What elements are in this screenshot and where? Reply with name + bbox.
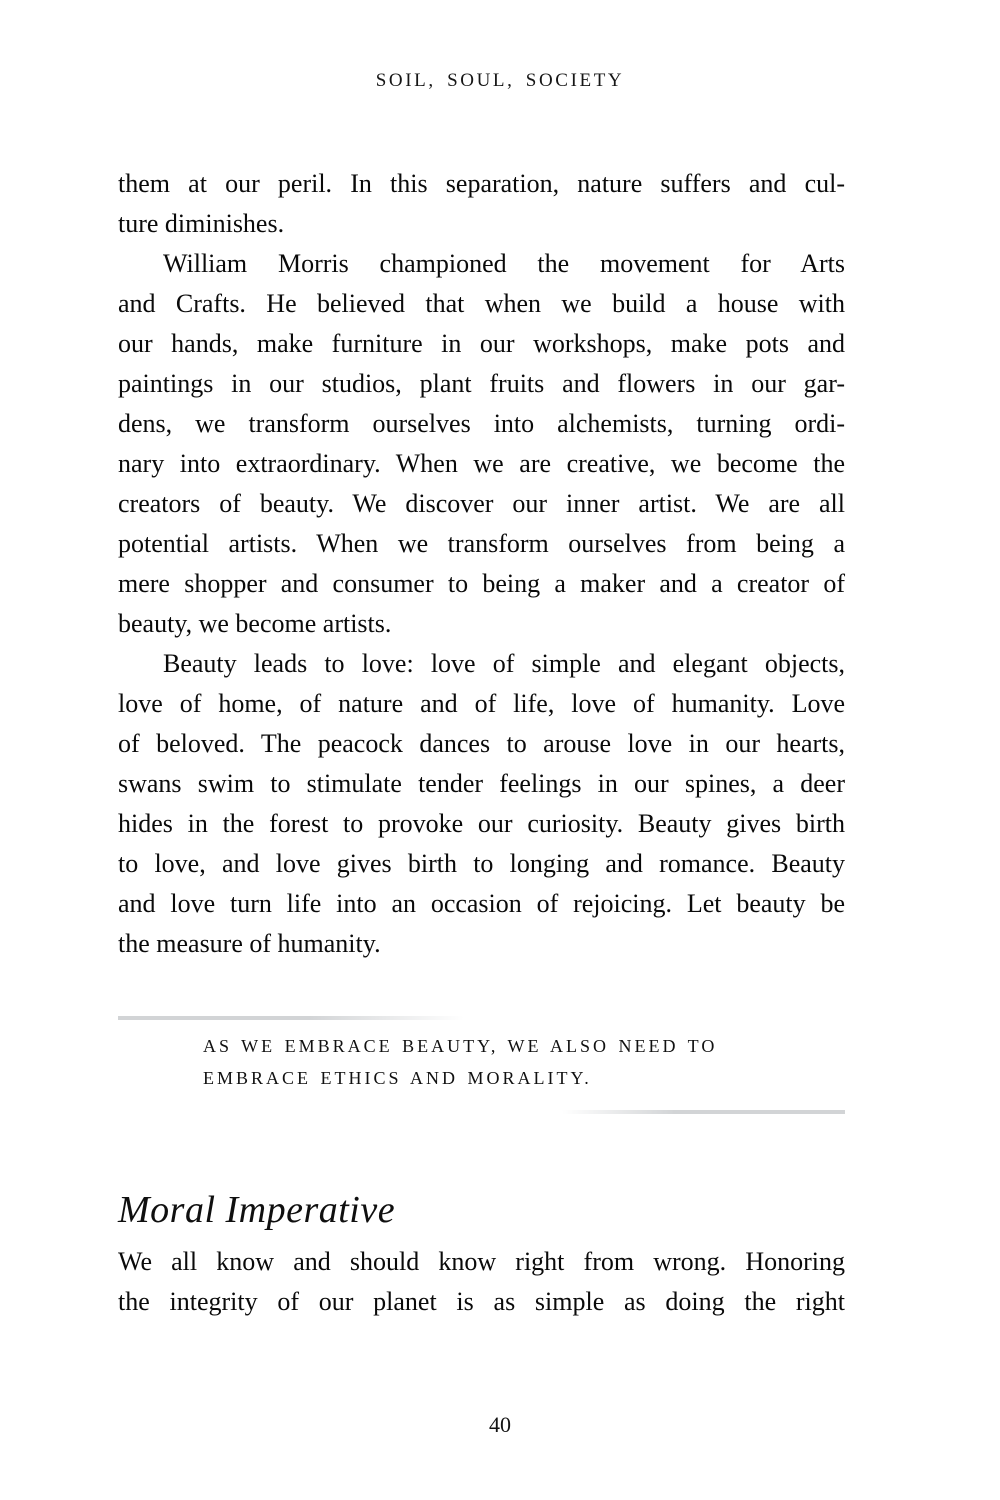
running-header: SOIL, SOUL, SOCIETY [375, 70, 625, 91]
pullquote-line: EMBRACE ETHICS AND MORALITY. [203, 1068, 592, 1088]
text-line: potential artists. When we transform ourselves from being a [118, 529, 845, 558]
paragraph [118, 644, 845, 964]
text-line: dens, we transform ourselves into alchemists, turning ordi- [118, 409, 845, 438]
text-line: creators of beauty. We discover our inner artist. We are all [118, 489, 845, 518]
text-line: William Morris championed the movement for Arts [163, 249, 845, 278]
pullquote [203, 1030, 843, 1094]
text-line: swans swim to stimulate tender feelings in our spines, a deer [118, 769, 845, 798]
pullquote-line: AS WE EMBRACE BEAUTY, WE ALSO NEED TO [203, 1036, 718, 1056]
paragraph [118, 1242, 845, 1322]
text-line: of beloved. The peacock dances to arouse love in our hearts, [118, 729, 845, 758]
pullquote-rule-top [118, 1016, 464, 1020]
text-line: We all know and should know right from wrong. Honoring [118, 1247, 845, 1276]
text-line: Beauty leads to love: love of simple and elegant objects, [163, 649, 845, 678]
section-heading: Moral Imperative [118, 1189, 396, 1231]
paragraph [118, 244, 845, 644]
text-line: paintings in our studios, plant fruits and flowers in our gar- [118, 369, 845, 398]
body-paragraphs [118, 164, 845, 964]
text-line: and Crafts. He believed that when we build a house with [118, 289, 845, 318]
text-line: beauty, we become artists. [118, 609, 392, 638]
text-line: love of home, of nature and of life, love of humanity. Love [118, 689, 845, 718]
text-line: them at our peril. In this separation, nature suffers and cul- [118, 169, 845, 198]
page-number: 40 [489, 1412, 511, 1437]
text-line: to love, and love gives birth to longing and romance. Beauty [118, 849, 845, 878]
text-line: our hands, make furniture in our workshops, make pots and [118, 329, 845, 358]
text-line: mere shopper and consumer to being a maker and a creator of [118, 569, 845, 598]
text-line: nary into extraordinary. When we are creative, we become the [118, 449, 845, 478]
text-line: ture diminishes. [118, 209, 285, 238]
text-line: hides in the forest to provoke our curiosity. Beauty gives birth [118, 809, 845, 838]
text-line: the measure of humanity. [118, 929, 381, 958]
text-line: the integrity of our planet is as simple as doing the right [118, 1287, 845, 1316]
paragraph [118, 164, 845, 244]
section-paragraphs [118, 1242, 845, 1322]
text-line: and love turn life into an occasion of rejoicing. Let beauty be [118, 889, 845, 918]
pullquote-rule-bottom [562, 1110, 845, 1114]
